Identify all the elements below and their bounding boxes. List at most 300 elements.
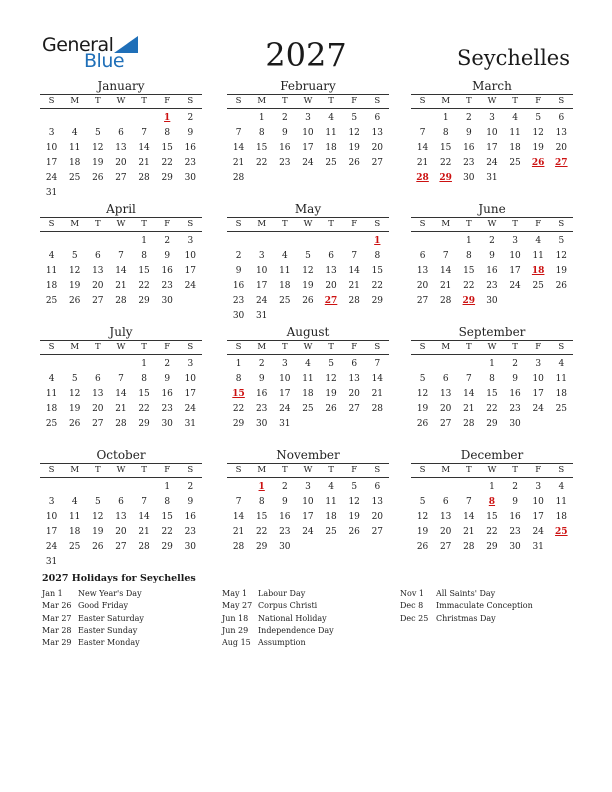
day-cell: 2 — [512, 359, 518, 369]
day-grid — [227, 357, 389, 432]
day-cell: 18 — [509, 143, 521, 153]
day-cell: 17 — [184, 389, 197, 399]
day-cell: 15 — [255, 512, 268, 522]
holiday-item — [42, 588, 144, 600]
day-cell: 23 — [161, 281, 173, 291]
weekday-label: M — [257, 342, 267, 352]
day-cell: 13 — [325, 266, 337, 276]
day-cell: 14 — [138, 512, 150, 522]
day-cell: 20 — [115, 527, 127, 537]
day-cell: 11 — [555, 374, 568, 384]
day-cell: 2 — [489, 236, 495, 246]
day-cell: 2 — [258, 359, 265, 369]
weekday-label: M — [257, 465, 267, 475]
day-cell: 27 — [92, 296, 104, 306]
month-august — [227, 326, 389, 432]
weekday-label: W — [116, 219, 126, 229]
weekday-label: T — [465, 342, 472, 352]
day-cell: 21 — [232, 158, 245, 168]
day-cell: 11 — [68, 143, 81, 153]
holiday-date: Jun 29 — [222, 625, 249, 635]
day-cell: 1 — [258, 113, 265, 123]
day-cell: 7 — [141, 497, 147, 507]
day-cell: 13 — [439, 512, 452, 522]
day-cell: 17 — [532, 512, 544, 522]
day-cell: 17 — [255, 281, 268, 291]
weekday-header — [40, 340, 202, 355]
day-cell: 6 — [118, 497, 124, 507]
day-cell: 22 — [138, 281, 150, 291]
day-cell: 23 — [279, 527, 291, 537]
weekday-label: W — [116, 96, 126, 106]
day-cell: 28 — [463, 542, 475, 552]
weekday-label: S — [48, 96, 55, 106]
day-cell: 30 — [486, 296, 498, 306]
day-cell: 27 — [439, 419, 452, 429]
day-empty — [227, 480, 250, 495]
weekday-label: F — [535, 96, 542, 106]
day-cell: 3 — [48, 497, 55, 507]
day-cell: 14 — [348, 266, 360, 276]
day-cell: 1 — [465, 236, 472, 246]
day-cell: 26 — [416, 542, 429, 552]
weekday-label: M — [441, 342, 451, 352]
weekday-label: S — [187, 342, 194, 352]
day-cell: 5 — [351, 482, 358, 492]
month-name: April — [106, 202, 136, 216]
weekday-label: F — [535, 219, 542, 229]
day-cell: 7 — [442, 251, 449, 261]
holiday-name: All Saints' Day — [436, 589, 496, 598]
day-cell: 3 — [187, 359, 194, 369]
day-cell: 7 — [235, 128, 242, 138]
day-cell: 18 — [45, 281, 58, 291]
weekday-label: S — [48, 219, 55, 229]
day-cell: 4 — [535, 236, 542, 246]
day-cell: 19 — [348, 512, 360, 522]
day-cell: 22 — [463, 281, 475, 291]
day-cell: 30 — [463, 173, 475, 183]
day-empty — [434, 357, 457, 372]
day-cell: 12 — [555, 251, 568, 261]
day-empty — [434, 480, 457, 495]
day-cell: 4 — [512, 113, 518, 123]
day-cell: 2 — [512, 482, 518, 492]
day-empty — [343, 234, 366, 249]
weekday-label: T — [328, 342, 334, 352]
day-cell: 3 — [535, 482, 542, 492]
day-cell: 15 — [371, 266, 384, 276]
day-cell: 3 — [187, 236, 194, 246]
day-cell: 19 — [555, 266, 568, 276]
day-empty — [40, 480, 63, 495]
weekday-label: T — [281, 465, 288, 475]
day-cell: 7 — [465, 374, 472, 384]
month-july — [40, 326, 202, 432]
holiday-date: Nov 1 — [400, 589, 424, 598]
day-cell: 22 — [255, 158, 268, 168]
day-cell-holiday: 29 — [439, 173, 452, 183]
day-cell: 14 — [232, 143, 245, 153]
holiday-item — [400, 600, 533, 612]
day-cell: 31 — [255, 311, 268, 321]
month-name: February — [280, 79, 336, 93]
day-cell: 3 — [305, 482, 311, 492]
day-cell: 29 — [486, 419, 498, 429]
month-june — [411, 203, 573, 309]
day-cell: 14 — [115, 389, 127, 399]
day-cell: 22 — [138, 404, 150, 414]
weekday-header — [227, 94, 389, 109]
day-cell: 28 — [463, 419, 475, 429]
day-cell: 23 — [509, 404, 521, 414]
day-cell: 21 — [348, 281, 360, 291]
day-cell: 31 — [486, 173, 498, 183]
holiday-date: Mar 29 — [42, 638, 72, 648]
day-cell: 19 — [325, 389, 337, 399]
weekday-label: M — [70, 219, 80, 229]
day-cell: 29 — [486, 542, 498, 552]
day-cell: 10 — [509, 251, 521, 261]
holiday-date: Jan 1 — [42, 589, 63, 598]
day-cell: 9 — [258, 374, 265, 384]
day-cell: 4 — [328, 113, 334, 123]
weekday-label: S — [419, 465, 426, 475]
weekday-label: S — [187, 96, 194, 106]
day-cell: 14 — [463, 389, 475, 399]
day-cell: 17 — [45, 158, 58, 168]
day-cell: 10 — [279, 374, 291, 384]
day-cell: 24 — [184, 281, 197, 291]
day-cell-holiday: 28 — [416, 173, 429, 183]
day-cell: 16 — [279, 512, 291, 522]
weekday-label: F — [164, 219, 171, 229]
day-cell: 2 — [465, 113, 472, 123]
day-cell: 11 — [45, 389, 58, 399]
day-cell: 6 — [442, 497, 449, 507]
weekday-label: S — [419, 219, 426, 229]
day-cell: 19 — [302, 281, 314, 291]
page-title-year: 2027 — [265, 36, 347, 74]
weekday-label: T — [328, 96, 334, 106]
day-cell: 26 — [416, 419, 429, 429]
day-cell: 31 — [184, 419, 197, 429]
day-cell: 23 — [486, 281, 498, 291]
day-cell: 20 — [439, 527, 452, 537]
holiday-column — [400, 588, 533, 625]
day-empty — [133, 480, 156, 495]
weekday-label: M — [441, 219, 451, 229]
day-cell: 10 — [532, 374, 544, 384]
day-cell: 18 — [45, 404, 58, 414]
holiday-item — [222, 637, 334, 649]
day-cell: 29 — [138, 419, 150, 429]
day-cell: 19 — [92, 158, 104, 168]
day-cell: 11 — [509, 128, 521, 138]
day-cell: 17 — [302, 512, 314, 522]
day-cell: 17 — [45, 527, 58, 537]
day-cell: 12 — [532, 128, 544, 138]
month-name: August — [286, 325, 330, 339]
holiday-date: Mar 27 — [42, 613, 72, 623]
holiday-item — [42, 600, 144, 612]
month-april — [40, 203, 202, 309]
day-cell: 31 — [45, 557, 58, 567]
logo-word-blue: Blue — [84, 50, 125, 72]
day-cell: 16 — [463, 143, 475, 153]
weekday-label: T — [94, 96, 101, 106]
day-cell: 26 — [68, 296, 81, 306]
month-may — [227, 203, 389, 324]
day-cell: 27 — [371, 527, 384, 537]
day-cell: 7 — [118, 374, 124, 384]
weekday-label: W — [116, 465, 126, 475]
weekday-label: M — [70, 465, 80, 475]
day-cell: 9 — [512, 497, 518, 507]
day-cell: 26 — [348, 527, 360, 537]
day-cell: 29 — [138, 296, 150, 306]
day-cell: 13 — [92, 266, 104, 276]
day-cell: 29 — [161, 173, 173, 183]
day-cell: 26 — [92, 173, 104, 183]
day-cell: 20 — [439, 404, 452, 414]
day-cell: 23 — [184, 527, 197, 537]
weekday-label: T — [512, 465, 518, 475]
day-cell: 8 — [258, 128, 265, 138]
day-cell: 28 — [138, 173, 150, 183]
weekday-label: T — [281, 96, 288, 106]
weekday-label: M — [441, 96, 451, 106]
day-cell: 11 — [45, 266, 58, 276]
day-cell: 23 — [232, 296, 245, 306]
day-cell: 9 — [235, 266, 242, 276]
month-name: March — [472, 79, 512, 93]
day-cell: 13 — [439, 389, 452, 399]
day-cell: 17 — [486, 143, 498, 153]
holiday-date: May 27 — [222, 601, 253, 611]
day-cell: 5 — [328, 359, 334, 369]
day-cell-holiday: 15 — [232, 389, 245, 399]
day-cell: 8 — [489, 374, 495, 384]
day-cell: 28 — [232, 173, 245, 183]
day-cell: 11 — [325, 497, 337, 507]
day-cell: 18 — [68, 527, 81, 537]
day-cell: 4 — [558, 482, 565, 492]
day-cell: 25 — [532, 281, 544, 291]
holiday-name: National Holiday — [258, 613, 327, 623]
weekday-label: T — [141, 342, 147, 352]
day-cell: 19 — [348, 143, 360, 153]
day-cell: 16 — [184, 143, 197, 153]
day-empty — [40, 234, 63, 249]
day-cell: 13 — [115, 512, 127, 522]
day-cell: 8 — [164, 128, 171, 138]
day-cell: 28 — [232, 542, 245, 552]
weekday-label: T — [328, 219, 334, 229]
day-cell: 28 — [115, 296, 127, 306]
day-cell: 24 — [302, 527, 314, 537]
weekday-label: S — [558, 219, 565, 229]
holiday-date: Mar 28 — [42, 625, 72, 635]
day-empty — [411, 480, 434, 495]
day-cell: 20 — [348, 389, 360, 399]
day-cell: 9 — [465, 128, 472, 138]
day-cell: 29 — [161, 542, 173, 552]
day-cell: 30 — [509, 419, 521, 429]
weekday-label: W — [303, 96, 313, 106]
day-cell: 7 — [465, 497, 472, 507]
day-cell: 27 — [115, 542, 127, 552]
weekday-label: T — [465, 96, 472, 106]
day-cell: 4 — [71, 128, 78, 138]
weekday-header — [411, 340, 573, 355]
day-cell: 12 — [325, 374, 337, 384]
day-empty — [457, 480, 480, 495]
holiday-date: Mar 26 — [42, 601, 72, 611]
day-cell: 8 — [141, 251, 147, 261]
day-cell: 16 — [486, 266, 498, 276]
day-cell: 27 — [371, 158, 384, 168]
day-cell: 14 — [138, 143, 150, 153]
day-cell: 20 — [92, 404, 104, 414]
day-grid — [411, 357, 573, 432]
weekday-label: M — [257, 219, 267, 229]
day-cell: 21 — [115, 281, 127, 291]
weekday-header — [40, 217, 202, 232]
day-cell: 15 — [161, 512, 173, 522]
weekday-header — [227, 217, 389, 232]
day-empty — [133, 111, 156, 126]
day-cell: 8 — [374, 251, 381, 261]
day-cell: 28 — [115, 419, 127, 429]
day-cell: 17 — [279, 389, 291, 399]
day-cell: 8 — [141, 374, 147, 384]
day-cell: 23 — [509, 527, 521, 537]
day-cell: 14 — [115, 266, 127, 276]
day-cell: 12 — [302, 266, 314, 276]
day-cell-holiday: 27 — [324, 296, 338, 306]
day-cell: 2 — [281, 482, 288, 492]
day-cell: 20 — [92, 281, 104, 291]
day-empty — [40, 111, 63, 126]
day-cell: 27 — [348, 404, 360, 414]
day-cell: 15 — [463, 266, 475, 276]
day-empty — [109, 480, 132, 495]
weekday-label: S — [419, 96, 426, 106]
day-cell: 16 — [279, 143, 291, 153]
day-cell-holiday: 27 — [555, 158, 568, 168]
weekday-label: M — [70, 342, 80, 352]
day-cell: 30 — [184, 173, 197, 183]
weekday-label: S — [374, 465, 381, 475]
day-cell: 25 — [509, 158, 521, 168]
holiday-item — [400, 588, 533, 600]
holiday-name: New Year's Day — [78, 589, 142, 598]
day-cell: 30 — [161, 419, 173, 429]
day-cell: 15 — [138, 389, 150, 399]
day-empty — [457, 357, 480, 372]
weekday-label: T — [94, 219, 101, 229]
day-cell: 18 — [302, 389, 314, 399]
day-cell: 31 — [279, 419, 291, 429]
holiday-item — [42, 625, 144, 637]
logo-word-general: General — [42, 34, 114, 56]
day-cell: 22 — [255, 527, 268, 537]
weekday-label: F — [164, 465, 171, 475]
day-cell: 6 — [94, 251, 101, 261]
weekday-label: F — [351, 465, 358, 475]
day-cell: 10 — [255, 266, 268, 276]
day-cell: 21 — [138, 158, 150, 168]
day-grid — [40, 111, 202, 201]
day-empty — [86, 111, 109, 126]
day-cell: 15 — [486, 389, 498, 399]
day-cell-holiday: 29 — [462, 296, 476, 306]
day-grid — [411, 480, 573, 555]
day-cell: 21 — [416, 158, 429, 168]
day-cell: 4 — [328, 482, 334, 492]
day-cell: 22 — [161, 527, 173, 537]
day-cell: 18 — [68, 158, 81, 168]
day-cell: 6 — [442, 374, 449, 384]
day-cell: 25 — [45, 296, 58, 306]
day-grid — [411, 111, 573, 186]
weekday-label: F — [351, 219, 358, 229]
day-cell: 16 — [232, 281, 245, 291]
day-cell: 6 — [374, 113, 381, 123]
weekday-label: M — [70, 96, 80, 106]
day-cell: 5 — [71, 374, 78, 384]
month-name: September — [458, 325, 526, 339]
day-cell: 28 — [439, 296, 452, 306]
day-cell: 12 — [68, 266, 81, 276]
weekday-label: W — [303, 465, 313, 475]
day-cell: 18 — [279, 281, 291, 291]
day-empty — [63, 234, 86, 249]
day-cell: 10 — [184, 251, 197, 261]
day-cell: 20 — [371, 143, 384, 153]
day-cell: 23 — [161, 404, 173, 414]
day-cell: 24 — [302, 158, 314, 168]
day-cell: 26 — [92, 542, 104, 552]
day-cell: 30 — [279, 542, 291, 552]
day-cell: 27 — [92, 419, 104, 429]
day-cell-holiday: 25 — [555, 527, 568, 537]
day-cell: 4 — [48, 374, 55, 384]
day-grid — [227, 111, 389, 186]
weekday-label: S — [235, 465, 242, 475]
day-cell: 16 — [184, 512, 197, 522]
day-cell: 5 — [305, 251, 311, 261]
day-cell: 19 — [532, 143, 544, 153]
weekday-label: W — [487, 96, 497, 106]
weekday-header — [227, 340, 389, 355]
day-empty — [63, 480, 86, 495]
day-cell: 30 — [232, 311, 245, 321]
day-cell: 13 — [348, 374, 360, 384]
weekday-label: S — [48, 342, 55, 352]
day-cell: 10 — [302, 128, 314, 138]
day-cell: 26 — [348, 158, 360, 168]
day-cell: 11 — [555, 497, 568, 507]
day-cell: 8 — [442, 128, 449, 138]
day-cell: 25 — [302, 404, 314, 414]
day-cell: 13 — [555, 128, 568, 138]
holiday-name: Immaculate Conception — [436, 601, 533, 611]
day-cell: 22 — [486, 404, 498, 414]
weekday-label: T — [465, 465, 472, 475]
weekday-label: F — [535, 342, 542, 352]
